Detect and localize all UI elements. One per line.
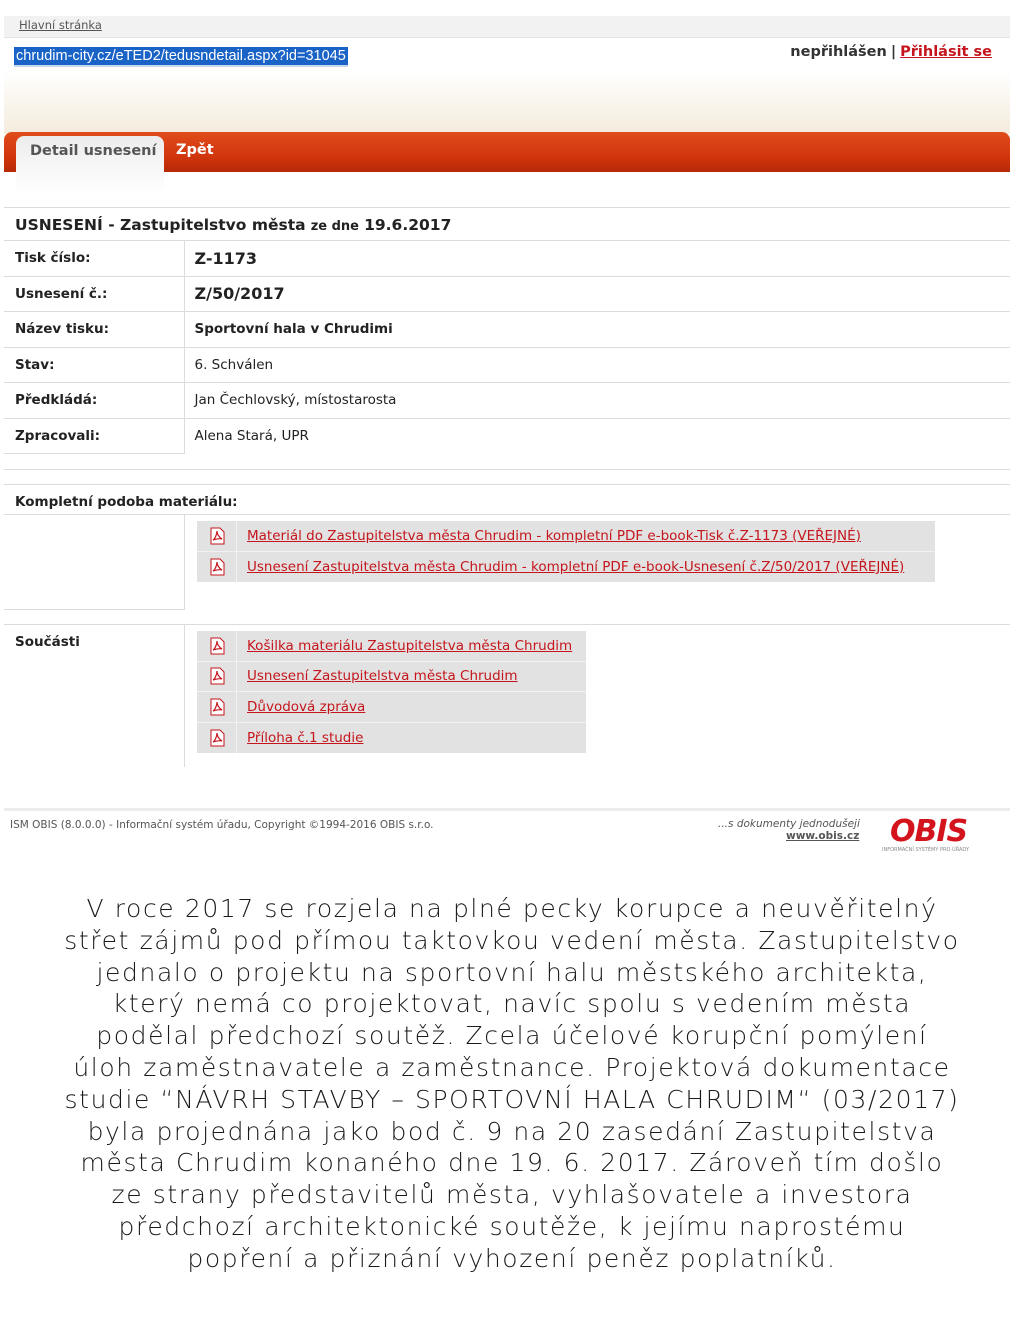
pdf-icon bbox=[197, 521, 237, 551]
divider bbox=[4, 484, 1010, 485]
website-link[interactable]: www.obis.cz bbox=[786, 830, 860, 842]
table-row bbox=[4, 276, 1010, 312]
story-line: V roce 2017 se rozjela na plné pecky korupce a neuvěřitelný bbox=[86, 894, 938, 923]
file-link[interactable]: Důvodová zpráva bbox=[247, 698, 366, 715]
list-item bbox=[197, 662, 586, 693]
table-row bbox=[4, 347, 1010, 383]
title-main: USNESENÍ - Zastupitelstvo města bbox=[15, 216, 306, 234]
obis-logo bbox=[876, 815, 1006, 855]
story-line: předchozí architektonické soutěže, k jejímu naprostému bbox=[118, 1211, 906, 1241]
page-header bbox=[4, 38, 1010, 134]
story-line: podělal předchozí soutěž. Zcela účelové korupční pomýlení bbox=[96, 1021, 928, 1051]
pdf-icon bbox=[197, 692, 237, 722]
file-link[interactable]: Usnesení Zastupitelstva města Chrudim bbox=[247, 668, 518, 685]
file-link[interactable]: Košilka materiálu Zastupitelstva města Chrudim bbox=[247, 637, 573, 654]
pdf-icon bbox=[197, 552, 237, 583]
pdf-icon bbox=[197, 723, 237, 754]
row-value: Alena Stará, UPR bbox=[184, 418, 1010, 454]
story-line: jednalo o projektu na sportovní halu městského architekta, bbox=[96, 957, 928, 987]
login-link[interactable]: Přihlásit se bbox=[900, 44, 992, 60]
story-line: byla projednána jako bod č. 9 na 20 zasedání Zastupitelstva bbox=[87, 1116, 937, 1146]
row-label: Stav: bbox=[4, 347, 184, 383]
home-link[interactable]: Hlavní stránka bbox=[19, 18, 102, 32]
story-line: který nemá co projektovat, navíc spolu s vedením města bbox=[112, 989, 912, 1019]
page-footer bbox=[4, 808, 1010, 854]
title-ze-dne: ze dne bbox=[310, 219, 359, 234]
row-label: Předkládá: bbox=[4, 383, 184, 419]
pdf-icon bbox=[197, 662, 237, 692]
pdf-icon bbox=[197, 631, 237, 661]
table-row bbox=[4, 312, 1010, 348]
row-label: Název tisku: bbox=[4, 312, 184, 348]
parts-title: Součásti bbox=[15, 634, 80, 650]
story-line: města Chrudim konaného dne 19. 6. 2017. Zároveň tím došlo bbox=[80, 1148, 944, 1178]
list-item bbox=[197, 723, 586, 754]
file-link[interactable]: Usnesení Zastupitelstva města Chrudim - kompletní PDF e-book-Usnesení č.Z/50/2017 (VEŘEJNÉ) bbox=[247, 558, 905, 575]
url-text[interactable]: chrudim-city.cz/eTED2/tedusndetail.aspx?id=31045 bbox=[14, 47, 348, 67]
divider bbox=[4, 207, 1010, 208]
login-separator: | bbox=[890, 44, 897, 60]
label-column bbox=[4, 624, 185, 767]
table-row bbox=[4, 383, 1010, 419]
story-line: studie “NÁVRH STAVBY – SPORTOVNÍ HALA CHRUDIM“ (03/2017) bbox=[64, 1084, 960, 1114]
login-status: nepřihlášen bbox=[790, 44, 887, 60]
story-line: popření a přiznání vyhození peněz poplatníků. bbox=[187, 1243, 837, 1273]
divider bbox=[4, 469, 1010, 470]
list-item bbox=[197, 552, 935, 583]
row-value: 6. Schválen bbox=[184, 347, 1010, 383]
row-value: Jan Čechlovský, místostarosta bbox=[184, 383, 1010, 419]
logo-text: OBIS bbox=[890, 815, 968, 849]
row-label: Usnesení č.: bbox=[4, 276, 184, 312]
tab-back[interactable]: Zpět bbox=[176, 142, 214, 158]
logo-subtext: INFORMAČNÍ SYSTÉMY PRO ÚŘADY bbox=[882, 847, 970, 853]
row-value: Z/50/2017 bbox=[184, 276, 1010, 312]
row-value: Z-1173 bbox=[184, 241, 1010, 277]
story-text bbox=[10, 893, 1014, 1275]
label-column bbox=[4, 514, 185, 609]
complete-title: Kompletní podoba materiálu: bbox=[15, 494, 238, 510]
list-item bbox=[197, 692, 586, 723]
table-row bbox=[4, 241, 1010, 277]
resolution-title bbox=[15, 215, 1021, 234]
parts-files-list bbox=[197, 631, 586, 753]
tab-bar bbox=[4, 132, 1010, 172]
row-label: Tisk číslo: bbox=[4, 241, 184, 277]
tab-detail[interactable]: Detail usnesení bbox=[16, 136, 164, 194]
resolution-table bbox=[4, 240, 1010, 454]
table-row bbox=[4, 418, 1010, 454]
top-bar bbox=[4, 16, 1010, 38]
row-value: Sportovní hala v Chrudimi bbox=[184, 312, 1010, 348]
login-area bbox=[790, 44, 992, 60]
story-line: úloh zaměstnavatele a zaměstnance. Projektová dokumentace bbox=[73, 1052, 951, 1082]
tagline: ...s dokumenty jednodušeji bbox=[718, 818, 860, 830]
story-line: střet zájmů pod přímou taktovkou vedení města. Zastupitelstvo bbox=[64, 925, 960, 955]
title-date: 19.6.2017 bbox=[364, 216, 452, 234]
copyright-text: ISM OBIS (8.0.0.0) - Informační systém úřadu, Copyright ©1994-2016 OBIS s.r.o. bbox=[10, 819, 434, 831]
story-line: ze strany představitelů města, vyhlašovatele a investora bbox=[111, 1180, 913, 1210]
file-link[interactable]: Materiál do Zastupitelstva města Chrudim - kompletní PDF e-book-Tisk č.Z-1173 (VEŘEJNÉ) bbox=[247, 527, 861, 544]
row-label: Zpracovali: bbox=[4, 418, 184, 454]
list-item bbox=[197, 631, 586, 662]
divider bbox=[4, 609, 185, 610]
complete-files-list bbox=[197, 521, 935, 582]
list-item bbox=[197, 521, 935, 552]
file-link[interactable]: Příloha č.1 studie bbox=[247, 729, 364, 746]
